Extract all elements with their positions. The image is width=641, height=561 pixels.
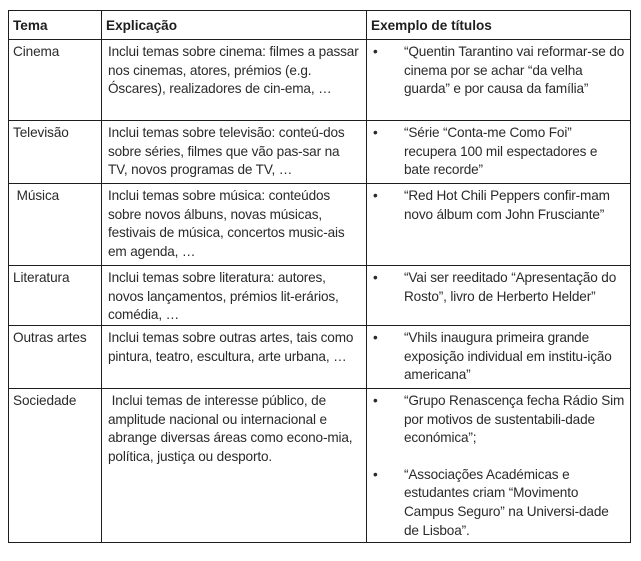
example-item [367,43,626,99]
cell-explicacao: Inclui temas de interesse público, de amplitude nacional ou internacional e abrange diversas áreas como econo-mia, política, justiça ou desporto. [102,389,367,543]
example-item [367,329,626,385]
example-title: “Associações Académicas e estudantes criam “Movimento Campus Seguro” na Universi-dade de Lisboa”. [404,466,609,538]
cell-explicacao: Inclui temas sobre música: conteúdos sobre novos álbuns, novas músicas, festivais de música, concertos music-ais em agenda, … [102,184,367,266]
bullet-icon: • [373,393,378,408]
example-title: “Vhils inaugura primeira grande exposição individual em institu-ição americana” [404,330,612,383]
table-row [9,326,631,389]
cell-tema: Cinema [9,40,102,121]
cell-explicacao: Inclui temas sobre televisão: conteú-dos sobre séries, filmes que vão pas-sar na TV, novos programas de TV, … [102,121,367,184]
table-row [9,266,631,326]
cell-exemplos [367,389,631,543]
example-item [367,124,626,180]
example-title: “Quentin Tarantino vai reformar-se do cinema por se achar “da velha guarda” e por causa da família” [404,44,625,97]
cell-exemplos [367,326,631,389]
cell-tema: Outras artes [9,326,102,389]
table-row [9,389,631,543]
header-explicacao: Explicação [102,11,367,40]
cell-tema: Música [9,184,102,266]
header-row [9,11,631,40]
cell-tema: Televisão [9,121,102,184]
bullet-icon: • [373,188,378,203]
cell-exemplos [367,266,631,326]
cell-tema: Literatura [9,266,102,326]
example-title: “Red Hot Chili Peppers confir-mam novo álbum com John Frusciante” [404,188,610,222]
bullet-icon: • [373,466,378,482]
example-title: “Grupo Renascença fecha Rádio Sim por motivos de sustentabili-dade económica”; [404,393,625,446]
table-row [9,184,631,266]
table-row [9,121,631,184]
cell-explicacao: Inclui temas sobre cinema: filmes a passar nos cinemas, atores, prémios (e.g. Óscares), realizadores de cin-ema, … [102,40,367,121]
example-title: “Série “Conta-me Como Foi” recupera 100 mil espectadores e bate recorde” [404,125,598,178]
cell-explicacao: Inclui temas sobre literatura: autores, novos lançamentos, prémios lit-erários, comédia, … [102,266,367,326]
topics-table [8,10,631,543]
example-title: “Vai ser reeditado “Apresentação do Rosto”, livro de Herberto Helder” [404,270,617,304]
cell-exemplos [367,121,631,184]
example-item [367,392,626,448]
bullet-icon: • [373,270,378,285]
cell-exemplos [367,40,631,121]
table-row [9,40,631,121]
cell-tema: Sociedade [9,389,102,543]
example-item [367,187,626,224]
bullet-icon: • [373,44,378,59]
bullet-icon: • [373,125,378,140]
header-exemplos: Exemplo de títulos [367,11,631,40]
cell-explicacao: Inclui temas sobre outras artes, tais como pintura, teatro, escultura, arte urbana, … [102,326,367,389]
example-item [367,466,626,540]
header-tema: Tema [9,11,102,40]
cell-exemplos [367,184,631,266]
bullet-icon: • [373,330,378,345]
example-item [367,269,626,306]
